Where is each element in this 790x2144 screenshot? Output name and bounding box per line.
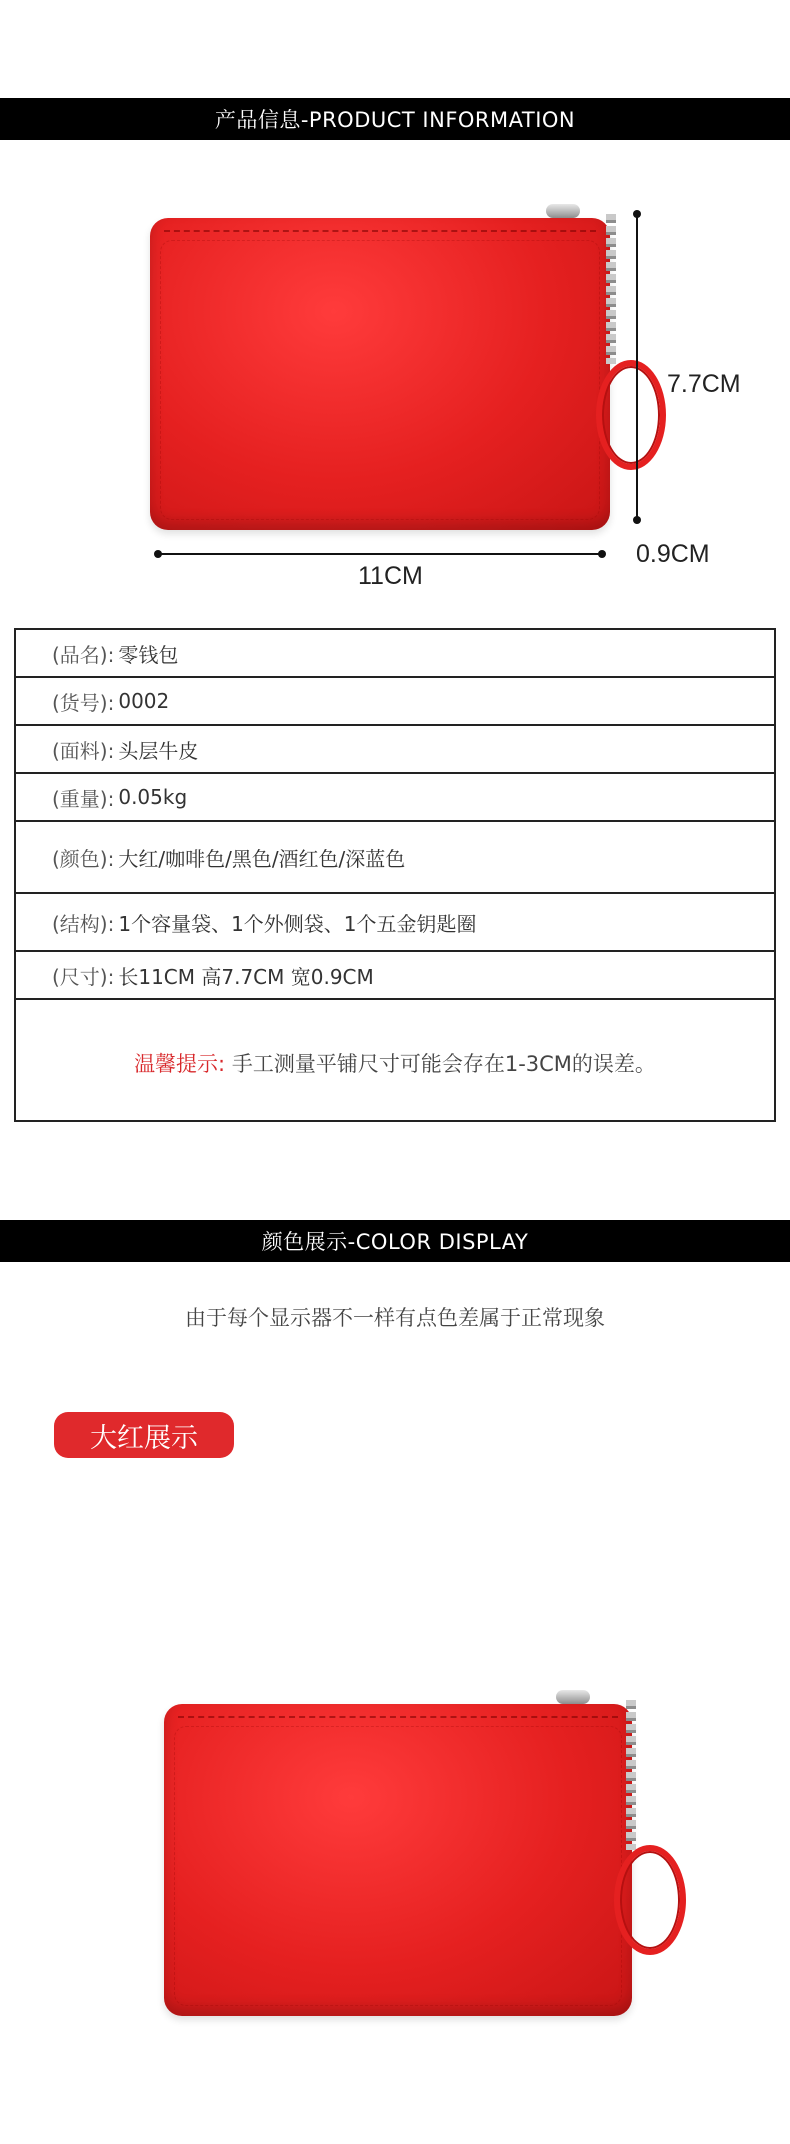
spec-value: 大红/咖啡色/黑色/酒红色/深蓝色	[118, 846, 406, 871]
spec-row-structure	[16, 894, 774, 952]
spec-table	[14, 628, 776, 1122]
measurement-tip	[16, 1048, 774, 1078]
section-banner-product-info	[0, 98, 790, 140]
section-title: 产品信息-PRODUCT INFORMATION	[214, 108, 576, 132]
depth-label: 0.9CM	[636, 540, 710, 568]
spec-key: (面料):	[52, 738, 115, 763]
spec-key: (货号):	[52, 690, 115, 715]
spec-value: 0.05kg	[118, 785, 188, 809]
tip-label: 温馨提示:	[134, 1052, 226, 1076]
spec-row-item-number	[16, 678, 774, 726]
dimension-dot	[633, 516, 641, 524]
key-chain	[626, 1700, 636, 1850]
spec-row-weight	[16, 774, 774, 822]
zipper-pull	[546, 204, 580, 218]
spec-row-material	[16, 726, 774, 774]
key-ring	[596, 360, 666, 470]
spec-row-size	[16, 952, 774, 1000]
spec-key: (结构):	[52, 911, 115, 936]
tip-text: 手工测量平铺尺寸可能会存在1-3CM的误差。	[231, 1052, 656, 1076]
width-label: 11CM	[358, 562, 423, 590]
key-ring	[614, 1845, 686, 1955]
zipper-line	[164, 230, 596, 236]
color-difference-note: 由于每个显示器不一样有点色差属于正常现象	[185, 1306, 605, 1330]
spec-key: (重量):	[52, 786, 115, 811]
zipper-line	[178, 1716, 618, 1722]
stitching	[174, 1726, 622, 2006]
product-purse-image	[164, 1704, 632, 2016]
zipper-pull	[556, 1690, 590, 1704]
variant-badge-red: 大红展示	[54, 1412, 234, 1458]
spec-key: (颜色):	[52, 846, 115, 871]
product-purse-image	[150, 218, 610, 530]
key-chain	[606, 214, 616, 364]
spec-value: 0002	[118, 689, 170, 713]
dimension-dot	[598, 550, 606, 558]
stitching	[160, 240, 600, 520]
width-dimension-line	[158, 553, 602, 555]
spec-value: 长11CM 高7.7CM 宽0.9CM	[118, 964, 374, 989]
spec-key: (品名):	[52, 642, 115, 667]
spec-row-name	[16, 630, 774, 678]
spec-row-color	[16, 822, 774, 894]
spec-value: 头层牛皮	[118, 738, 199, 763]
spec-key: (尺寸):	[52, 964, 115, 989]
spec-value: 零钱包	[118, 642, 179, 667]
spec-value: 1个容量袋、1个外侧袋、1个五金钥匙圈	[118, 911, 477, 936]
height-label: 7.7CM	[667, 370, 741, 398]
section-banner-color-display	[0, 1220, 790, 1262]
height-dimension-line	[636, 214, 638, 520]
section-title: 颜色展示-COLOR DISPLAY	[261, 1230, 529, 1254]
